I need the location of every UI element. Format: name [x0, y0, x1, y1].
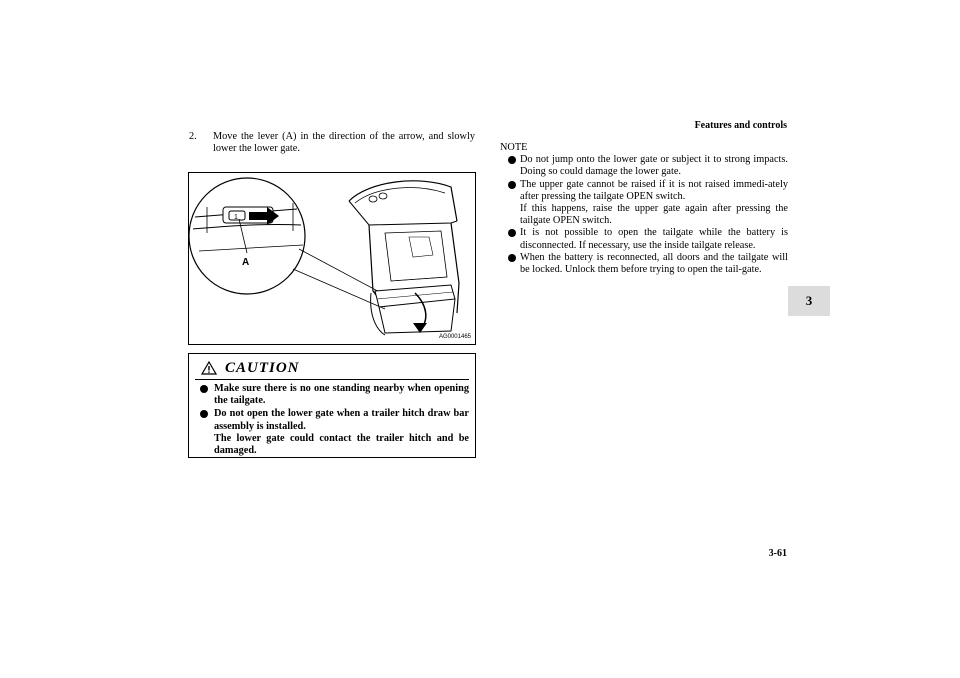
- bullet-icon: [508, 156, 516, 164]
- chapter-tab: 3: [788, 286, 830, 316]
- caution-item: [195, 408, 469, 457]
- bullet-icon: [200, 410, 208, 418]
- bullet-icon: [508, 229, 516, 237]
- svg-text:1: 1: [234, 214, 238, 221]
- note-item-text: The upper gate cannot be raised if it is not raised immedi-ately after pressing the tailgate OPEN switch.: [520, 178, 788, 202]
- bullet-icon: [508, 254, 516, 262]
- note-item-text: It is not possible to open the tailgate while the battery is disconnected. If necessary, use the inside tailgate release.: [520, 227, 788, 251]
- note-item: [500, 252, 788, 276]
- page-number: 3-61: [768, 548, 787, 559]
- note-item: [500, 179, 788, 228]
- caution-item-text: Make sure there is no one standing nearby when opening the tailgate.: [214, 383, 469, 407]
- illustration-drawing: [189, 173, 475, 344]
- step-number: 2.: [189, 131, 197, 142]
- note-title: NOTE: [500, 142, 528, 153]
- step-2: [189, 131, 475, 155]
- tailgate-lever-illustration: [188, 172, 476, 345]
- caution-header: [195, 358, 469, 378]
- step-text: Move the lever (A) in the direction of the arrow, and slowly lower the lower gate.: [213, 131, 475, 155]
- warning-triangle-icon: [201, 361, 217, 375]
- section-title: Features and controls: [694, 120, 787, 131]
- figure-code: AG0001465: [438, 334, 471, 340]
- note-item: [500, 227, 788, 251]
- caution-item-continuation: The lower gate could contact the trailer hitch and be damaged.: [214, 432, 469, 457]
- note-item-text: When the battery is reconnected, all doors and the tailgate will be locked. Unlock them before trying to open the tail-gate.: [520, 251, 788, 276]
- note-item: [500, 154, 788, 178]
- caution-item-text: Do not open the lower gate when a trailer hitch draw bar assembly is installed.: [214, 408, 469, 432]
- caution-title: CAUTION: [225, 359, 300, 376]
- note-item-continuation: If this happens, raise the upper gate again after pressing the tailgate OPEN switch.: [520, 203, 788, 227]
- note-section: [500, 142, 788, 276]
- callout-label-a: A: [242, 257, 250, 268]
- caution-box: [188, 353, 476, 458]
- bullet-icon: [508, 181, 516, 189]
- caution-divider: [195, 379, 469, 380]
- bullet-icon: [200, 385, 208, 393]
- note-item-text: Do not jump onto the lower gate or subject it to strong impacts. Doing so could damage the lower gate.: [520, 154, 788, 178]
- caution-item: [195, 383, 469, 407]
